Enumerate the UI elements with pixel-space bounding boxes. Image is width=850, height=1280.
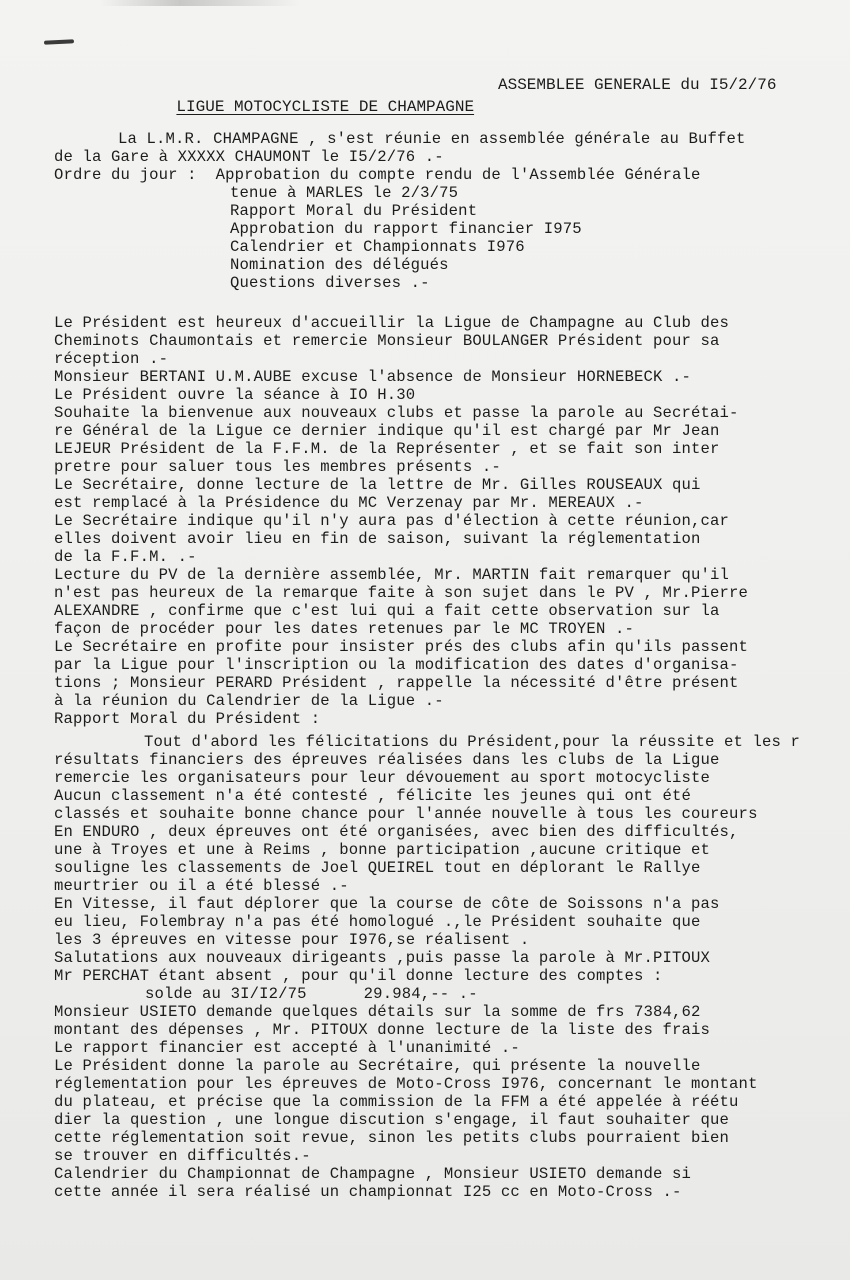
text-line: Mr PERCHAT étant absent , pour qu'il donne lecture des comptes : bbox=[54, 967, 663, 985]
text-line: eu lieu, Folembray n'a pas été homologué .,le Président souhaite que bbox=[54, 913, 701, 931]
text-line: classés et souhaite bonne chance pour l'année nouvelle à tous les coureurs bbox=[54, 805, 758, 823]
text-line: Ordre du jour : Approbation du compte rendu de l'Assemblée Générale bbox=[54, 166, 701, 184]
text-line: se trouver en difficultés.- bbox=[54, 1147, 311, 1165]
assembly-date: ASSEMBLEE GENERALE du I5/2/76 bbox=[498, 76, 777, 94]
text-line: tenue à MARLES le 2/3/75 bbox=[230, 184, 459, 202]
text-line: La L.M.R. CHAMPAGNE , s'est réunie en assemblée générale au Buffet bbox=[118, 130, 746, 148]
text-line: de la F.F.M. .- bbox=[54, 548, 197, 566]
text-line: Rapport Moral du Président : bbox=[54, 710, 321, 728]
punch-mark bbox=[44, 39, 74, 45]
text-line: Tout d'abord les félicitations du Président,pour la réussite et les r bbox=[144, 733, 801, 751]
text-line: Le Secrétaire, donne lecture de la lettre de Mr. Gilles ROUSEAUX qui bbox=[54, 476, 701, 494]
text-line: Calendrier du Championnat de Champagne , Monsieur USIETO demande si bbox=[54, 1165, 692, 1183]
text-line: Lecture du PV de la dernière assemblée, Mr. MARTIN fait remarquer qu'il bbox=[54, 566, 730, 584]
text-line: Questions diverses .- bbox=[230, 274, 430, 292]
text-line: Nomination des délégués bbox=[230, 256, 449, 274]
text-line: Le Secrétaire indique qu'il n'y aura pas d'élection à cette réunion,car bbox=[54, 512, 730, 530]
text-line: par la Ligue pour l'inscription ou la modification des dates d'organisa- bbox=[54, 656, 739, 674]
text-line: Aucun classement n'a été contesté , félicite les jeunes qui ont été bbox=[54, 787, 692, 805]
text-line: re Général de la Ligue ce dernier indique qu'il est chargé par Mr Jean bbox=[54, 422, 720, 440]
text-line: dier la question , une longue discution s'engage, il faut souhaiter que bbox=[54, 1111, 730, 1129]
text-line: réglementation pour les épreuves de Moto-Cross I976, concernant le montant bbox=[54, 1075, 758, 1093]
text-line: Monsieur USIETO demande quelques détails sur la somme de frs 7384,62 bbox=[54, 1003, 701, 1021]
text-line: n'est pas heureux de la remarque faite à son sujet dans le PV , Mr.Pierre bbox=[54, 584, 749, 602]
text-line: Rapport Moral du Président bbox=[230, 202, 478, 220]
text-line: Approbation du rapport financier I975 bbox=[230, 220, 582, 238]
text-line: Le Président ouvre la séance à IO H.30 bbox=[54, 386, 416, 404]
top-smudge bbox=[100, 0, 300, 6]
text-line: du plateau, et précise que la commission de la FFM a été appelée à réétu bbox=[54, 1093, 739, 1111]
text-line: cette année il sera réalisé un championnat I25 cc en Moto-Cross .- bbox=[54, 1183, 682, 1201]
text-line: façon de procéder pour les dates retenues par le MC TROYEN .- bbox=[54, 620, 634, 638]
text-line: LEJEUR Président de la F.F.M. de la Représenter , et se fait son inter bbox=[54, 440, 720, 458]
text-line: Le Secrétaire en profite pour insister prés des clubs afin qu'ils passent bbox=[54, 638, 749, 656]
text-line: ALEXANDRE , confirme que c'est lui qui a fait cette observation sur la bbox=[54, 602, 720, 620]
text-line: solde au 3I/I2/75 29.984,-- .- bbox=[145, 985, 478, 1003]
text-line: Salutations aux nouveaux dirigeants ,puis passe la parole à Mr.PITOUX bbox=[54, 949, 711, 967]
text-line: de la Gare à XXXXX CHAUMONT le I5/2/76 .- bbox=[54, 148, 444, 166]
text-line: cette réglementation soit revue, sinon les petits clubs pourraient bien bbox=[54, 1129, 730, 1147]
league-title: LIGUE MOTOCYCLISTE DE CHAMPAGNE bbox=[176, 98, 475, 116]
text-line: Cheminots Chaumontais et remercie Monsieur BOULANGER Président pour sa bbox=[54, 332, 720, 350]
text-line: En ENDURO , deux épreuves ont été organisées, avec bien des difficultés, bbox=[54, 823, 739, 841]
text-line: Calendrier et Championnats I976 bbox=[230, 238, 525, 256]
text-line: meurtrier ou il a été blessé .- bbox=[54, 877, 349, 895]
text-line: à la réunion du Calendrier de la Ligue .- bbox=[54, 692, 444, 710]
text-line: souligne les classements de Joel QUEIREL tout en déplorant le Rallye bbox=[54, 859, 701, 877]
text-line: elles doivent avoir lieu en fin de saison, suivant la réglementation bbox=[54, 530, 701, 548]
text-line: montant des dépenses , Mr. PITOUX donne lecture de la liste des frais bbox=[54, 1021, 711, 1039]
text-line: une à Troyes et une à Reims , bonne participation ,aucune critique et bbox=[54, 841, 711, 859]
text-line: est remplacé à la Présidence du MC Verzenay par Mr. MEREAUX .- bbox=[54, 494, 644, 512]
text-line: remercie les organisateurs pour leur dévouement au sport motocycliste bbox=[54, 769, 711, 787]
text-line: résultats financiers des épreuves réalisées dans les clubs de la Ligue bbox=[54, 751, 720, 769]
text-line: pretre pour saluer tous les membres présents .- bbox=[54, 458, 501, 476]
text-line: les 3 épreuves en vitesse pour I976,se réalisent . bbox=[54, 931, 530, 949]
text-line: En Vitesse, il faut déplorer que la course de côte de Soissons n'a pas bbox=[54, 895, 720, 913]
text-line: Monsieur BERTANI U.M.AUBE excuse l'absence de Monsieur HORNEBECK .- bbox=[54, 368, 692, 386]
text-line: réception .- bbox=[54, 350, 169, 368]
text-line: Le Président donne la parole au Secrétaire, qui présente la nouvelle bbox=[54, 1057, 701, 1075]
text-line: Souhaite la bienvenue aux nouveaux clubs et passe la parole au Secrétai- bbox=[54, 404, 739, 422]
text-line: tions ; Monsieur PERARD Président , rappelle la nécessité d'être présent bbox=[54, 674, 739, 692]
text-line: Le Président est heureux d'accueillir la Ligue de Champagne au Club des bbox=[54, 314, 730, 332]
text-line: Le rapport financier est accepté à l'unanimité .- bbox=[54, 1039, 520, 1057]
